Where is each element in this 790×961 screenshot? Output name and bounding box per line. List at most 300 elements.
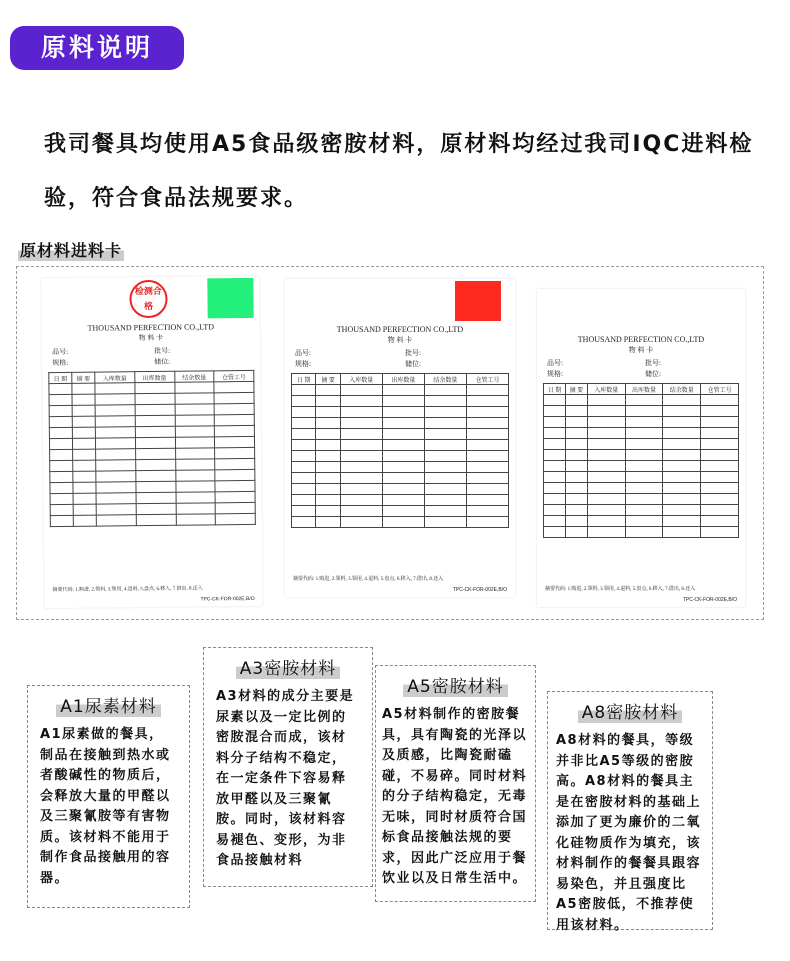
table-cell: [544, 395, 566, 406]
table-cell: [663, 395, 701, 406]
table-cell: [136, 503, 176, 514]
column-header: 摘 要: [72, 372, 95, 383]
table-cell: [316, 451, 340, 462]
table-cell: [215, 425, 255, 436]
card-company: THOUSAND PERFECTION CO.,LTD: [87, 322, 215, 333]
table-row: [292, 396, 509, 407]
card-footer: 摘要代码: 1.购进, 2.领料, 3.领用, 4.退料, 5.盘点, 6.移入, 7.借出, 8.还入: [545, 587, 696, 592]
spec-label: 规格:: [52, 358, 69, 368]
table-cell: [73, 515, 96, 526]
table-cell: [175, 426, 215, 437]
table-cell: [466, 484, 508, 495]
spec-label: 规格:: [547, 370, 563, 378]
table-cell: [135, 448, 175, 459]
section-title: 原材料进料卡: [18, 238, 124, 261]
card-subtitle: 物 料 卡: [387, 336, 413, 344]
table-cell: [701, 439, 739, 450]
table-cell: [340, 473, 382, 484]
table-cell: [382, 506, 424, 517]
table-cell: [175, 481, 215, 492]
table-cell: [175, 393, 215, 404]
table-cell: [96, 493, 136, 504]
table-cell: [340, 385, 382, 396]
table-cell: [382, 440, 424, 451]
table-cell: [316, 418, 340, 429]
table-cell: [565, 417, 587, 428]
table-cell: [316, 396, 340, 407]
table-cell: [701, 516, 739, 527]
table-cell: [424, 418, 466, 429]
table-cell: [466, 418, 508, 429]
table-cell: [50, 460, 73, 471]
table-row: [50, 513, 255, 526]
table-cell: [136, 481, 176, 492]
table-cell: [625, 417, 663, 428]
table-cell: [587, 417, 625, 428]
table-row: [544, 461, 739, 472]
table-cell: [625, 428, 663, 439]
table-row: [544, 516, 739, 527]
table-cell: [587, 395, 625, 406]
table-cell: [316, 385, 340, 396]
card-table: [291, 373, 509, 528]
column-header: 入库数量: [587, 384, 625, 395]
table-cell: [214, 381, 254, 392]
card-footer: 摘要代码: 1.购进, 2.领料, 3.领用, 4.退料, 5.盘点, 6.移入, 7.借出, 8.还入: [293, 577, 444, 582]
table-cell: [587, 472, 625, 483]
table-cell: [95, 416, 135, 427]
material-card: [285, 279, 515, 597]
table-cell: [73, 504, 96, 515]
table-cell: [565, 516, 587, 527]
table-cell: [50, 449, 73, 460]
table-cell: [96, 438, 136, 449]
table-cell: [544, 450, 566, 461]
table-cell: [73, 493, 96, 504]
table-cell: [292, 429, 316, 440]
table-cell: [544, 527, 566, 538]
table-cell: [587, 439, 625, 450]
table-cell: [587, 406, 625, 417]
table-cell: [49, 438, 72, 449]
table-cell: [316, 462, 340, 473]
column-header: 出库数量: [625, 384, 663, 395]
table-cell: [215, 480, 255, 491]
table-cell: [565, 483, 587, 494]
table-cell: [466, 517, 508, 528]
table-cell: [95, 427, 135, 438]
table-cell: [625, 395, 663, 406]
table-cell: [96, 515, 136, 526]
table-cell: [72, 394, 95, 405]
table-cell: [544, 406, 566, 417]
table-cell: [136, 470, 176, 481]
column-header: 摘 要: [316, 374, 340, 385]
card-code: TPC-CK-FOR-002E,B/O: [200, 595, 255, 603]
table-cell: [292, 484, 316, 495]
table-cell: [215, 469, 255, 480]
material-box-a3: [203, 647, 373, 887]
table-cell: [701, 472, 739, 483]
table-cell: [701, 395, 739, 406]
table-cell: [587, 516, 625, 527]
table-cell: [340, 418, 382, 429]
batch-label: 批号:: [405, 349, 421, 357]
column-header: 入库数量: [95, 372, 135, 383]
table-cell: [340, 440, 382, 451]
material-title: A3密胺材料: [236, 654, 340, 679]
table-cell: [424, 396, 466, 407]
column-header: 仓管工号: [701, 384, 739, 395]
table-cell: [176, 492, 216, 503]
table-cell: [663, 527, 701, 538]
table-row: [292, 429, 509, 440]
material-text: A5材料制作的密胺餐具，具有陶瓷的光泽以及质感，比陶瓷耐磕碰，不易碎。同时材料的分子结构稳定，无毒无味，同时材质符合国标食品接触法规的要求，因此广泛应用于餐饮业以及日常生活中。: [382, 707, 528, 886]
table-cell: [466, 429, 508, 440]
red-tag: [455, 281, 501, 321]
table-cell: [316, 473, 340, 484]
table-cell: [625, 439, 663, 450]
table-row: [544, 472, 739, 483]
location-label: 储位:: [405, 360, 421, 368]
table-cell: [466, 495, 508, 506]
table-cell: [625, 505, 663, 516]
table-cell: [292, 517, 316, 528]
table-cell: [587, 428, 625, 439]
column-header: 日 期: [49, 372, 72, 383]
table-cell: [544, 428, 566, 439]
material-title: A8密胺材料: [578, 698, 682, 723]
table-cell: [340, 506, 382, 517]
table-row: [544, 428, 739, 439]
table-cell: [587, 483, 625, 494]
table-cell: [565, 494, 587, 505]
material-cards-photo: [16, 266, 764, 620]
card-code: TPC-CK-FOR-002E,B/O: [682, 597, 737, 603]
card-footer: 摘要代码: 1.购进, 2.领料, 3.领用, 4.退料, 5.盘点, 6.移入, 7.借出, 8.还入: [52, 586, 203, 594]
table-cell: [663, 472, 701, 483]
table-cell: [466, 506, 508, 517]
table-cell: [587, 450, 625, 461]
table-cell: [214, 392, 254, 403]
table-cell: [466, 451, 508, 462]
column-header: 结余数量: [663, 384, 701, 395]
table-cell: [50, 504, 73, 515]
table-cell: [96, 482, 136, 493]
table-cell: [215, 491, 255, 502]
table-cell: [544, 494, 566, 505]
section-badge: 原料说明: [10, 26, 184, 70]
column-header: 仓管工号: [466, 374, 508, 385]
table-cell: [424, 506, 466, 517]
table-cell: [175, 415, 215, 426]
table-cell: [175, 437, 215, 448]
card-company: THOUSAND PERFECTION CO.,LTD: [336, 325, 464, 334]
column-header: 日 期: [544, 384, 566, 395]
table-cell: [176, 514, 216, 525]
table-cell: [587, 527, 625, 538]
table-cell: [214, 414, 254, 425]
table-cell: [587, 505, 625, 516]
table-cell: [382, 517, 424, 528]
table-cell: [316, 429, 340, 440]
table-cell: [565, 406, 587, 417]
table-cell: [175, 448, 215, 459]
table-cell: [340, 517, 382, 528]
table-cell: [316, 407, 340, 418]
table-cell: [565, 428, 587, 439]
table-cell: [466, 396, 508, 407]
item-no-label: 品号:: [52, 347, 69, 357]
table-row: [544, 450, 739, 461]
table-cell: [424, 473, 466, 484]
table-cell: [316, 495, 340, 506]
table-cell: [292, 407, 316, 418]
table-cell: [135, 404, 175, 415]
table-cell: [73, 460, 96, 471]
table-cell: [136, 514, 176, 525]
table-cell: [565, 395, 587, 406]
table-row: [544, 527, 739, 538]
table-cell: [587, 461, 625, 472]
batch-label: 批号:: [645, 359, 661, 367]
table-cell: [382, 418, 424, 429]
table-cell: [663, 516, 701, 527]
table-row: [292, 473, 509, 484]
table-cell: [72, 427, 95, 438]
card-code: TPC-CK-FOR-002E,B/O: [452, 587, 507, 593]
table-cell: [544, 439, 566, 450]
table-cell: [382, 385, 424, 396]
table-cell: [72, 416, 95, 427]
table-cell: [175, 459, 215, 470]
table-cell: [340, 451, 382, 462]
table-cell: [135, 415, 175, 426]
table-cell: [424, 451, 466, 462]
material-box-a8: [547, 691, 713, 933]
table-cell: [565, 439, 587, 450]
table-row: [544, 417, 739, 428]
table-row: [544, 395, 739, 406]
table-cell: [663, 417, 701, 428]
table-cell: [135, 459, 175, 470]
table-cell: [49, 405, 72, 416]
table-cell: [215, 436, 255, 447]
table-cell: [625, 483, 663, 494]
table-cell: [73, 482, 96, 493]
table-cell: [424, 440, 466, 451]
table-cell: [175, 470, 215, 481]
table-cell: [701, 505, 739, 516]
table-cell: [214, 403, 254, 414]
column-header: 出库数量: [382, 374, 424, 385]
column-header: 结余数量: [174, 371, 214, 382]
table-cell: [701, 428, 739, 439]
table-row: [544, 494, 739, 505]
table-cell: [466, 462, 508, 473]
card-subtitle: 物 料 卡: [138, 333, 164, 343]
table-row: [292, 385, 509, 396]
table-row: [292, 495, 509, 506]
table-cell: [625, 406, 663, 417]
table-cell: [135, 437, 175, 448]
table-cell: [50, 493, 73, 504]
table-cell: [96, 504, 136, 515]
table-cell: [50, 482, 73, 493]
table-cell: [466, 473, 508, 484]
table-cell: [340, 429, 382, 440]
table-row: [544, 505, 739, 516]
table-cell: [466, 385, 508, 396]
card-company: THOUSAND PERFECTION CO.,LTD: [577, 335, 705, 344]
table-cell: [663, 483, 701, 494]
table-cell: [174, 382, 214, 393]
table-cell: [382, 451, 424, 462]
table-cell: [565, 450, 587, 461]
table-cell: [663, 439, 701, 450]
table-cell: [382, 429, 424, 440]
table-cell: [316, 506, 340, 517]
column-header: 结余数量: [424, 374, 466, 385]
intro-text: 我司餐具均使用A5食品级密胺材料，原材料均经过我司IQC进料检验，符合食品法规要求。: [44, 132, 754, 211]
table-cell: [701, 406, 739, 417]
table-cell: [587, 494, 625, 505]
table-row: [292, 407, 509, 418]
material-title: A5密胺材料: [403, 672, 507, 697]
table-cell: [292, 396, 316, 407]
table-cell: [135, 393, 175, 404]
table-cell: [544, 516, 566, 527]
table-cell: [424, 385, 466, 396]
table-cell: [565, 505, 587, 516]
table-cell: [701, 450, 739, 461]
table-cell: [176, 503, 216, 514]
table-cell: [424, 517, 466, 528]
table-cell: [625, 494, 663, 505]
table-cell: [424, 462, 466, 473]
table-cell: [424, 484, 466, 495]
table-cell: [382, 462, 424, 473]
table-cell: [136, 492, 176, 503]
table-row: [292, 418, 509, 429]
table-row: [292, 517, 509, 528]
table-cell: [292, 385, 316, 396]
table-cell: [292, 495, 316, 506]
table-cell: [73, 471, 96, 482]
card-table: [543, 383, 739, 538]
table-row: [292, 440, 509, 451]
table-cell: [135, 382, 175, 393]
table-cell: [382, 484, 424, 495]
material-box-a5: [375, 665, 536, 902]
column-header: 日 期: [292, 374, 316, 385]
table-cell: [215, 502, 255, 513]
table-cell: [49, 427, 72, 438]
table-cell: [49, 383, 72, 394]
table-cell: [466, 440, 508, 451]
table-row: [292, 462, 509, 473]
table-cell: [424, 429, 466, 440]
table-cell: [175, 404, 215, 415]
table-cell: [215, 447, 255, 458]
table-cell: [73, 449, 96, 460]
table-cell: [424, 495, 466, 506]
table-cell: [625, 527, 663, 538]
table-cell: [663, 450, 701, 461]
table-cell: [316, 484, 340, 495]
table-cell: [72, 405, 95, 416]
table-cell: [466, 407, 508, 418]
material-text: A3材料的成分主要是尿素以及一定比例的密胺混合而成，该材料分子结构不稳定，在一定条件下容易释放甲醛以及三聚氰胺。同时，该材料容易褪色、变形，为非食品接触材料: [216, 689, 355, 868]
table-cell: [544, 417, 566, 428]
table-cell: [340, 407, 382, 418]
table-cell: [625, 472, 663, 483]
card-table: [48, 370, 256, 527]
table-cell: [49, 394, 72, 405]
column-header: 出库数量: [135, 371, 175, 382]
material-card: [41, 276, 262, 608]
material-box-a1: [27, 685, 190, 908]
table-cell: [50, 471, 73, 482]
table-row: [292, 484, 509, 495]
material-title: A1尿素材料: [56, 692, 160, 717]
table-cell: [565, 527, 587, 538]
material-text: A1尿素做的餐具，制品在接触到热水或者酸碱性的物质后，会释放大量的甲醛以及三聚氰胺等有害物质。该材料不能用于制作食品接触用的容器。: [40, 727, 171, 886]
table-cell: [292, 473, 316, 484]
table-cell: [701, 527, 739, 538]
item-no-label: 品号:: [547, 359, 563, 367]
table-cell: [701, 461, 739, 472]
green-tag: [207, 278, 253, 318]
location-label: 储位:: [645, 370, 661, 378]
table-cell: [382, 495, 424, 506]
table-cell: [340, 495, 382, 506]
table-row: [544, 439, 739, 450]
column-header: 入库数量: [340, 374, 382, 385]
table-cell: [544, 461, 566, 472]
table-cell: [292, 462, 316, 473]
item-no-label: 品号:: [295, 349, 311, 357]
column-header: 摘 要: [565, 384, 587, 395]
table-cell: [73, 438, 96, 449]
table-cell: [96, 471, 136, 482]
table-row: [292, 506, 509, 517]
table-cell: [663, 461, 701, 472]
table-cell: [663, 505, 701, 516]
location-label: 储位:: [154, 357, 171, 366]
table-cell: [96, 449, 136, 460]
table-cell: [544, 505, 566, 516]
table-row: [292, 451, 509, 462]
table-cell: [424, 407, 466, 418]
table-cell: [216, 513, 256, 524]
table-cell: [316, 440, 340, 451]
table-cell: [340, 484, 382, 495]
table-cell: [625, 516, 663, 527]
table-cell: [701, 494, 739, 505]
material-card: [537, 289, 745, 607]
table-cell: [340, 396, 382, 407]
table-cell: [49, 416, 72, 427]
table-cell: [292, 418, 316, 429]
table-cell: [625, 461, 663, 472]
table-cell: [701, 483, 739, 494]
table-cell: [292, 440, 316, 451]
table-cell: [382, 407, 424, 418]
table-cell: [135, 426, 175, 437]
table-cell: [50, 515, 73, 526]
inspection-stamp: 检测合格: [129, 280, 167, 318]
